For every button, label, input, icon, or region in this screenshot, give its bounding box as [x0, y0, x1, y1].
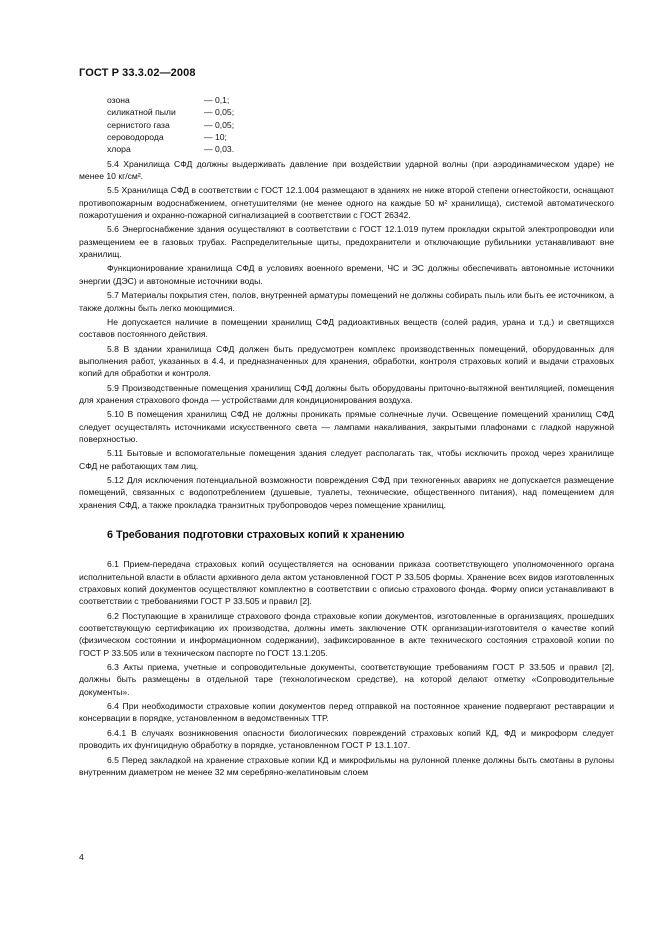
paragraph-5-7: 5.7 Материалы покрытия стен, полов, внутренней арматуры помещений не должны собирать пыль или быть ее источником, а также должны быть легко моющимися.	[79, 290, 614, 313]
concentration-value: — 0,05;	[204, 119, 235, 130]
concentration-row	[107, 106, 614, 118]
paragraph-6-4-1: 6.4.1 В случаях возникновения опасности биологических повреждений страховых копий КД, ФД и микроформ следует проводить их фунгицидную обработку в порядке, установленном ГОСТ Р 13.1.107.	[79, 727, 614, 751]
paragraph-5-5: 5.5 Хранилища СФД в соответствии с ГОСТ 12.1.004 размещают в зданиях не ниже второй степени огнестойкости, оснащают противопожарным водоснабжением, огнетушителями (не менее одного на каждые 50 м² хранилища), системой автоматического пожаротушения и охранно-пожарной сигнализацией в соответствии с ГОСТ 26342.	[79, 185, 614, 221]
concentration-row	[107, 143, 614, 155]
concentration-value: — 0,03.	[204, 144, 235, 155]
concentration-row	[107, 119, 614, 131]
paragraph-6-5: 6.5 Перед закладкой на хранение страховые копии КД и микрофильмы на рулонной пленке должны быть смотаны в рулоны внутренним диаметром не менее 32 мм серебряно-желатиновым слоем	[79, 754, 614, 777]
paragraph-6-4: 6.4 При необходимости страховые копии документов перед отправкой на постоянное хранение подвергают реставрации и консервации в порядке, установленном в ведомственных ТТР.	[79, 701, 614, 724]
document-body	[79, 94, 614, 780]
paragraph-5-7-cont: Не допускается наличие в помещении хранилищ СФД радиоактивных веществ (солей радия, урана и т.д.) и светящихся составов постоянного действия.	[79, 316, 614, 340]
concentration-row	[107, 94, 614, 106]
paragraph-5-12: 5.12 Для исключения потенциальной возможности повреждения СФД при техногенных авариях не допускается размещение помещений, связанных с водопотреблением (душевые, туалеты, технические, общественного питания), над помещением для хранения СФД, а также прокладка транзитных трубопроводов через помещение хранилищ.	[79, 474, 614, 510]
paragraph-5-10: 5.10 В помещения хранилищ СФД не должны проникать прямые солнечные лучи. Освещение помещений хранилищ СФД следует осуществлять источниками искусственного света — лампами накаливания, закрытыми плафонами с гладкой наружной поверхностью.	[79, 409, 614, 444]
concentration-list	[107, 94, 614, 156]
paragraph-5-6-cont: Функционирование хранилища СФД в условиях военного времени, ЧС и ЭС должны обеспечивать автономные источники энергии (ДЭС) и автономные источники воды.	[79, 263, 614, 286]
document-header: ГОСТ Р 33.3.02—2008	[79, 67, 196, 79]
paragraph-5-6: 5.6 Энергоснабжение здания осуществляют в соответствии с ГОСТ 12.1.019 путем прокладки скрытой электропроводки или размещением ее в газовых трубах. Распределительные щиты, предохранители и отключающие рубильники устанавливают вне хранилищ.	[79, 224, 614, 260]
concentration-substance: сернистого газа	[107, 119, 170, 130]
concentration-value: — 0,05;	[204, 107, 235, 118]
concentration-substance: озона	[107, 95, 130, 105]
paragraph-6-3: 6.3 Акты приема, учетные и сопроводительные документы, соответствующие требованиям ГОСТ Р 33.505 и правил [2], должны быть размещены в отдельной таре (технологическом средстве), на которой делают отметку «Сопроводительные документы».	[79, 662, 614, 697]
paragraph-5-9: 5.9 Производственные помещения хранилищ СФД должны быть оборудованы приточно-вытяжной вентиляцией, помещения для хранения страхового фонда — устройствами для кондиционирования воздуха.	[79, 382, 614, 405]
concentration-substance: сероводорода	[107, 132, 164, 143]
concentration-value: — 10;	[204, 132, 227, 143]
paragraph-5-8: 5.8 В здании хранилища СФД должен быть предусмотрен комплекс производственных помещений, оборудованных для выполнения работ, указанных в 4.4, и предназначенных для хранения, обработки, контроля страховых копий и выдачи страховых копий для обработки и контроля.	[79, 343, 614, 379]
concentration-substance: силикатной пыли	[107, 107, 176, 118]
paragraph-6-1: 6.1 Прием-передача страховых копий осуществляется на основании приказа соответствующего уполномоченного органа исполнительной власти в области архивного дела актом установленной ГОСТ Р 33.505 формы. Хранение всех видов изготовленных страховых копий документов осуществляют комплектно в соответствии с описью страхового фонда. Форму описи устанавливают в соответствии с требованиями ГОСТ Р 33.505 и правил [2].	[79, 559, 614, 607]
paragraph-5-11: 5.11 Бытовые и вспомогательные помещения здания следует располагать так, чтобы исключить проход через хранилище СФД не работающих там лиц.	[79, 448, 614, 471]
paragraph-6-2: 6.2 Поступающие в хранилище страхового фонда страховые копии документов, изготовленные в организациях, прошедших соответствующую сертификацию их производства, должны иметь заключение ОТК организации-изготовителя о качестве копий (физическом состоянии и информационном содержании), зафиксированное в акте технического состояния страховой копии по ГОСТ Р 33.505 или в техническом паспорте по ГОСТ 13.1.205.	[79, 610, 614, 658]
concentration-value: — 0,1;	[204, 95, 230, 105]
concentration-row	[107, 131, 614, 143]
paragraph-5-4: 5.4 Хранилища СФД должны выдерживать давление при воздействии ударной волны (при аэродинамическом ударе) не менее 10 кг/см².	[79, 158, 614, 182]
concentration-substance: хлора	[107, 144, 131, 155]
page-number: 4	[79, 852, 84, 862]
section-heading: 6 Требования подготовки страховых копий к хранению	[107, 529, 405, 541]
